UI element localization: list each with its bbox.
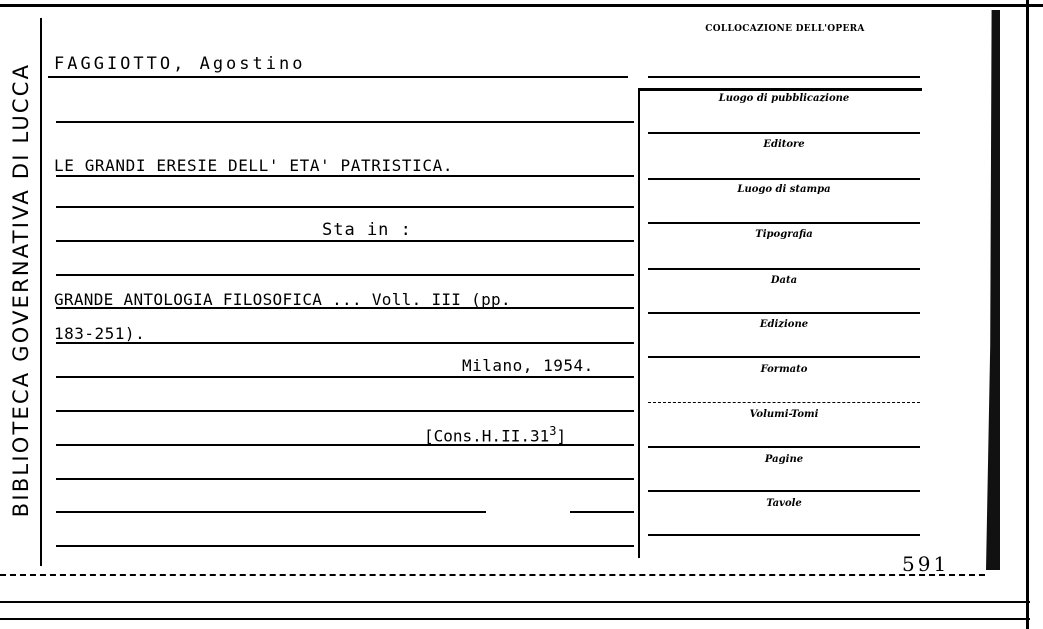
right-rule-9	[648, 490, 920, 492]
shelfmark-bracket: ]	[556, 426, 567, 446]
author-heading: FAGGIOTTO, Agostino	[54, 54, 306, 74]
field-luogo-pubblicazione: Luogo di pubblicazione	[718, 93, 850, 104]
rule-12	[56, 478, 634, 480]
shelfmark-text: [Cons.H.II.31	[424, 426, 550, 446]
imprint: Milano, 1954.	[462, 356, 594, 375]
rule-10	[56, 410, 634, 412]
card-edge-shadow	[986, 10, 1000, 570]
right-rule-10	[648, 534, 920, 536]
shelfmark-superscript: 3	[549, 424, 557, 438]
rule-5	[56, 240, 634, 242]
rule-1	[48, 76, 628, 78]
right-rule-5	[648, 312, 920, 314]
field-tavole: Tavole	[766, 498, 802, 509]
library-name: BIBLIOTECA GOVERNATIVA DI LUCCA	[9, 62, 33, 518]
card-number: 591	[902, 552, 950, 576]
library-name-vertical	[4, 20, 38, 560]
right-rule-1	[648, 132, 920, 134]
right-rule-6	[648, 356, 920, 358]
card-right-border	[1026, 0, 1029, 629]
right-rule-3	[648, 222, 920, 224]
rule-9	[56, 376, 634, 378]
field-luogo-stampa: Luogo di stampa	[737, 184, 831, 195]
work-title: LE GRANDI ERESIE DELL' ETA' PATRISTICA.	[54, 156, 454, 175]
rule-3	[56, 175, 634, 177]
bottom-dashed-line	[0, 574, 985, 576]
right-rule-4	[648, 268, 920, 270]
shelfmark	[424, 424, 566, 445]
right-box-top	[640, 88, 922, 91]
field-volumi-tomi: Volumi-Tomi	[749, 409, 819, 420]
rule-13	[56, 511, 486, 513]
rule-13b	[570, 511, 634, 513]
rule-14	[56, 545, 634, 547]
right-rule-7	[648, 402, 920, 403]
field-editore: Editore	[763, 139, 805, 150]
rule-4	[56, 206, 634, 208]
field-formato: Formato	[760, 364, 808, 375]
right-top-rule	[648, 76, 920, 78]
left-border-line	[40, 18, 42, 566]
right-rule-2	[648, 178, 920, 180]
bottom-line-1	[0, 601, 1030, 603]
field-edizione: Edizione	[759, 319, 809, 330]
rule-2	[56, 121, 634, 123]
field-data: Data	[770, 275, 798, 286]
bottom-line-2	[0, 618, 1030, 620]
source-line-2: 183-251).	[54, 324, 146, 343]
collocation-header: COLLOCAZIONE DELL'OPERA	[705, 24, 865, 34]
right-box-left	[638, 88, 640, 558]
top-border	[0, 4, 1043, 7]
in-label: Sta in :	[318, 220, 416, 240]
right-rule-8	[648, 446, 920, 448]
field-pagine: Pagine	[764, 454, 804, 465]
field-tipografia: Tipografia	[755, 229, 813, 240]
rule-6	[56, 274, 634, 276]
source-line-1: GRANDE ANTOLOGIA FILOSOFICA ... Voll. III (pp.	[54, 290, 511, 309]
